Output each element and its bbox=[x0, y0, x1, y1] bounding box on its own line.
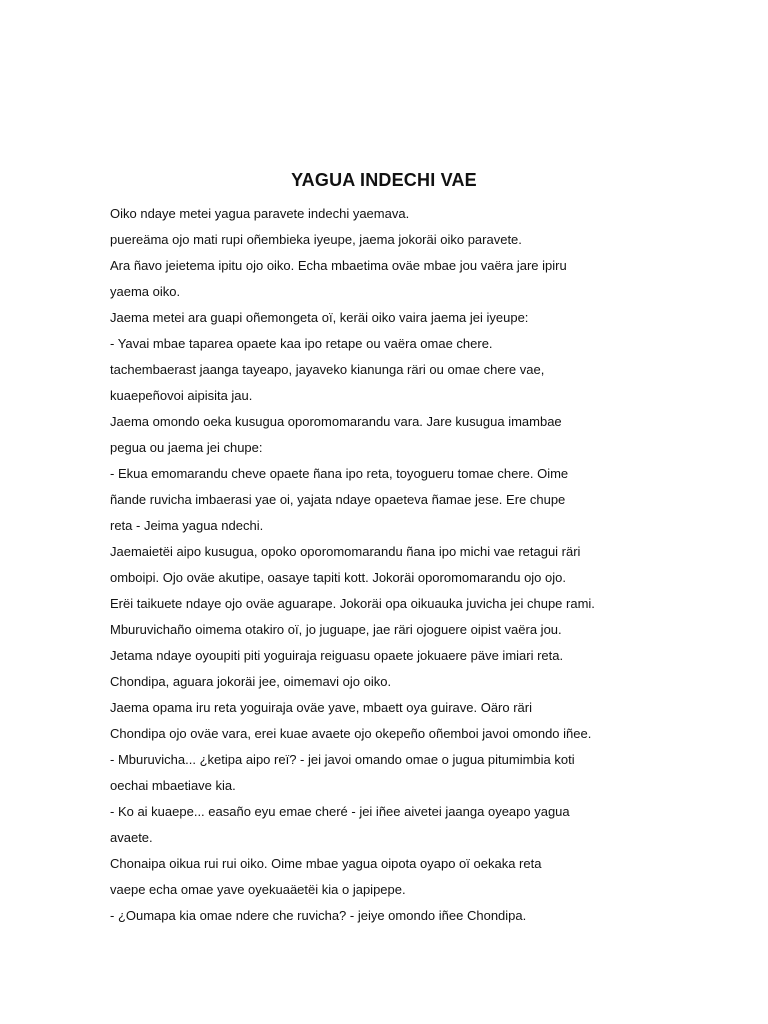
document-body bbox=[110, 201, 710, 929]
text-line: Jaema metei ara guapi oñemongeta oï, keräi oiko vaira jaema jei iyeupe: bbox=[110, 310, 529, 325]
text-line: Chondipa, aguara jokoräi jee, oimemavi ojo oiko. bbox=[110, 674, 392, 689]
text-line: Jetama ndaye oyoupiti piti yoguiraja reiguasu opaete jokuaere päve imiari reta. bbox=[110, 648, 564, 663]
text-line: pegua ou jaema jei chupe: bbox=[110, 440, 263, 455]
text-line: puereäma ojo mati rupi oñembieka iyeupe, jaema jokoräi oiko paravete. bbox=[110, 232, 522, 247]
text-line: - Yavai mbae taparea opaete kaa ipo retape ou vaëra omae chere. bbox=[110, 336, 493, 351]
text-line: Jaemaietëi aipo kusugua, opoko oporomomarandu ñana ipo michi vae retagui räri bbox=[110, 544, 581, 559]
text-line: Mburuvichaño oimema otakiro oï, jo juguape, jae räri ojoguere oipist vaëra jou. bbox=[110, 622, 562, 637]
text-line: - Ekua emomarandu cheve opaete ñana ipo reta, toyogueru tomae chere. Oime bbox=[110, 466, 569, 481]
text-line: omboipi. Ojo oväe akutipe, oasaye tapiti kott. Jokoräi oporomomarandu ojo ojo. bbox=[110, 570, 566, 585]
text-line: avaete. bbox=[110, 830, 153, 845]
text-line: - Mburuvicha... ¿ketipa aipo reï? - jei javoi omando omae o jugua pitumimbia koti bbox=[110, 752, 575, 767]
document-title: YAGUA INDECHI VAE bbox=[291, 170, 477, 190]
text-line: Oiko ndaye metei yagua paravete indechi yaemava. bbox=[110, 206, 410, 221]
text-line: yaema oiko. bbox=[110, 284, 181, 299]
text-line: tachembaerast jaanga tayeapo, jayaveko kianunga räri ou omae chere vae, bbox=[110, 362, 545, 377]
text-line: Erëi taikuete ndaye ojo oväe aguarape. Jokoräi opa oikuauka juvicha jei chupe rami. bbox=[110, 596, 595, 611]
text-line: vaepe echa omae yave oyekuaäetëi kia o japipepe. bbox=[110, 882, 406, 897]
text-line: oechai mbaetiave kia. bbox=[110, 778, 236, 793]
text-line: Ara ñavo jeietema ipitu ojo oiko. Echa mbaetima oväe mbae jou vaëra jare ipiru bbox=[110, 258, 567, 273]
text-line: - Ko ai kuaepe... easaño eyu emae cheré - jei iñee aivetei jaanga oyeapo yagua bbox=[110, 804, 570, 819]
text-line: - ¿Oumapa kia omae ndere che ruvicha? - jeiye omondo iñee Chondipa. bbox=[110, 908, 527, 923]
text-line: kuaepeñovoi aipisita jau. bbox=[110, 388, 253, 403]
text-line: Chonaipa oikua rui rui oiko. Oime mbae yagua oipota oyapo oï oekaka reta bbox=[110, 856, 542, 871]
text-line: Jaema opama iru reta yoguiraja oväe yave, mbaett oya guirave. Oäro räri bbox=[110, 700, 532, 715]
text-line: Jaema omondo oeka kusugua oporomomarandu vara. Jare kusugua imambae bbox=[110, 414, 562, 429]
text-line: ñande ruvicha imbaerasi yae oi, yajata ndaye opaeteva ñamae jese. Ere chupe bbox=[110, 492, 566, 507]
text-line: Chondipa ojo oväe vara, erei kuae avaete ojo okepeño oñemboi javoi omondo iñee. bbox=[110, 726, 592, 741]
text-line: reta - Jeima yagua ndechi. bbox=[110, 518, 264, 533]
